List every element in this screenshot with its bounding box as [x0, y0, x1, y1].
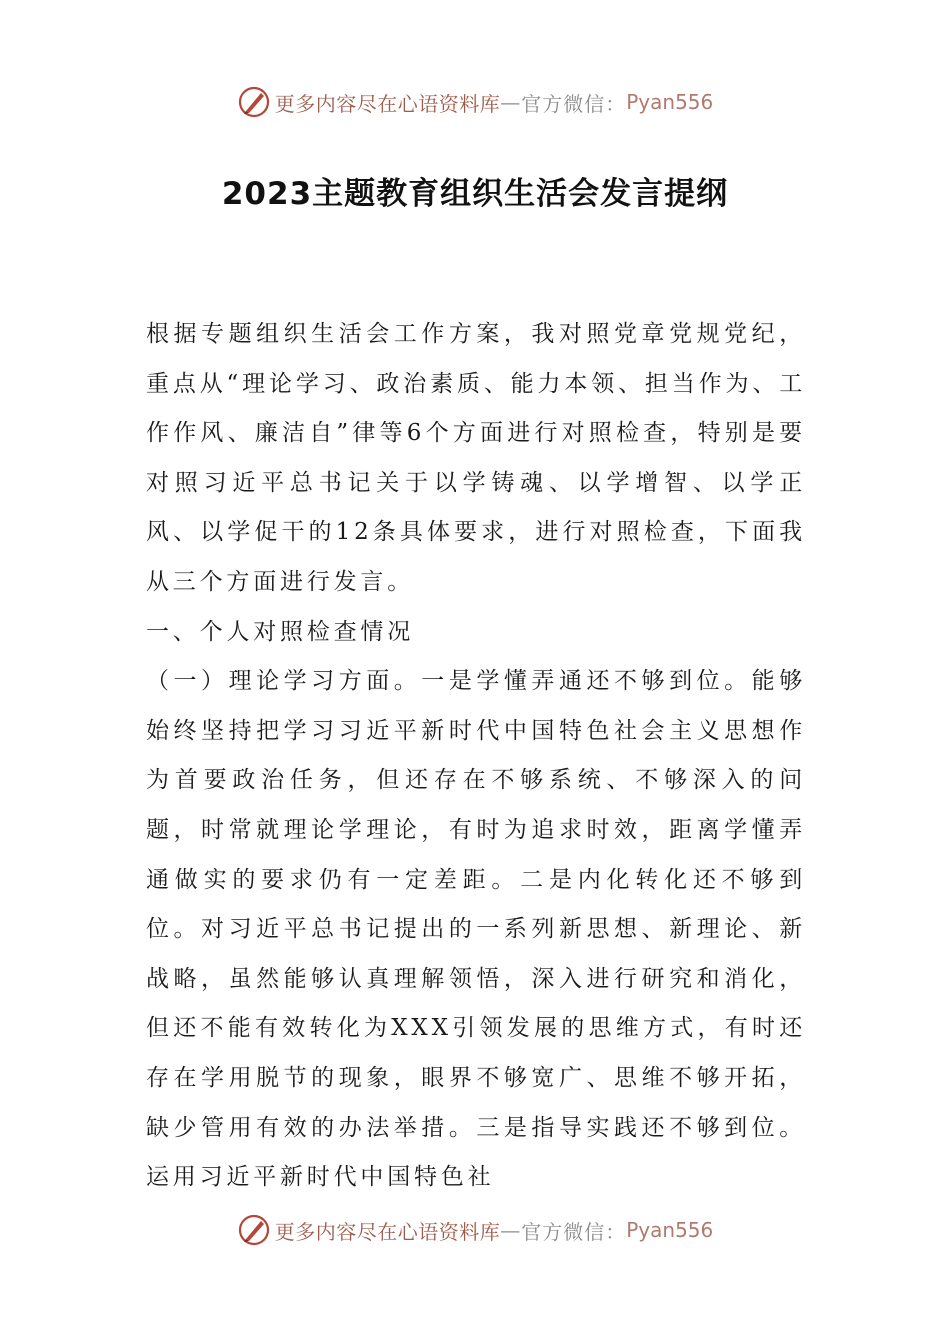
header-banner — [0, 82, 950, 122]
document-title: 2023主题教育组织生活会发言提纲 — [221, 176, 729, 212]
banner-dash: — — [500, 1218, 522, 1242]
banner-wechat-id: Pyan556 — [626, 1218, 714, 1242]
banner-contact-label: 官方微信： — [521, 91, 627, 116]
footer-banner — [0, 1210, 950, 1250]
section-heading: 一、个人对照检查情况 — [146, 618, 414, 645]
banner-wechat-id: Pyan556 — [626, 90, 714, 114]
paragraph-theory-study: （一）理论学习方面。一是学懂弄通还不够到位。能够始终坚持把学习习近平新时代中国特色社会主义思想作为首要政治任务，但还存在不够系统、不够深入的问题，时常就理论学理论，有时为追求时效，距离学懂弄通做实的要求仍有一定差距。二是内化转化还不够到位。对习近平总书记提出的一系列新思想、新理论、新战略，虽然能够认真理解领悟，深入进行研究和消化，但还不能有效转化为XXX引领发展的思维方式，有时还存在学用脱节的现象，眼界不够宽广、思维不够开拓，缺少管用有效的办法举措。三是指导实践还不够到位。运用习近平新时代中国特色社 — [146, 668, 806, 1191]
pen-logo-icon — [237, 1213, 271, 1247]
document-body — [146, 310, 806, 1203]
paragraph-intro: 根据专题组织生活会工作方案，我对照党章党规党纪，重点从“理论学习、政治素质、能力本领、担当作为、工作作风、廉洁自”律等6个方面进行对照检查，特别是要对照习近平总书记关于以学铸魂、以学增智、以学正风、以学促干的12条具体要求，进行对照检查，下面我从三个方面进行发言。 — [146, 321, 806, 595]
banner-text: 更多内容尽在心语资料库 — [274, 91, 501, 116]
banner-contact-label: 官方微信： — [521, 1219, 627, 1244]
banner-dash: — — [500, 90, 522, 114]
pen-logo-icon — [237, 85, 271, 119]
banner-text: 更多内容尽在心语资料库 — [274, 1219, 501, 1244]
